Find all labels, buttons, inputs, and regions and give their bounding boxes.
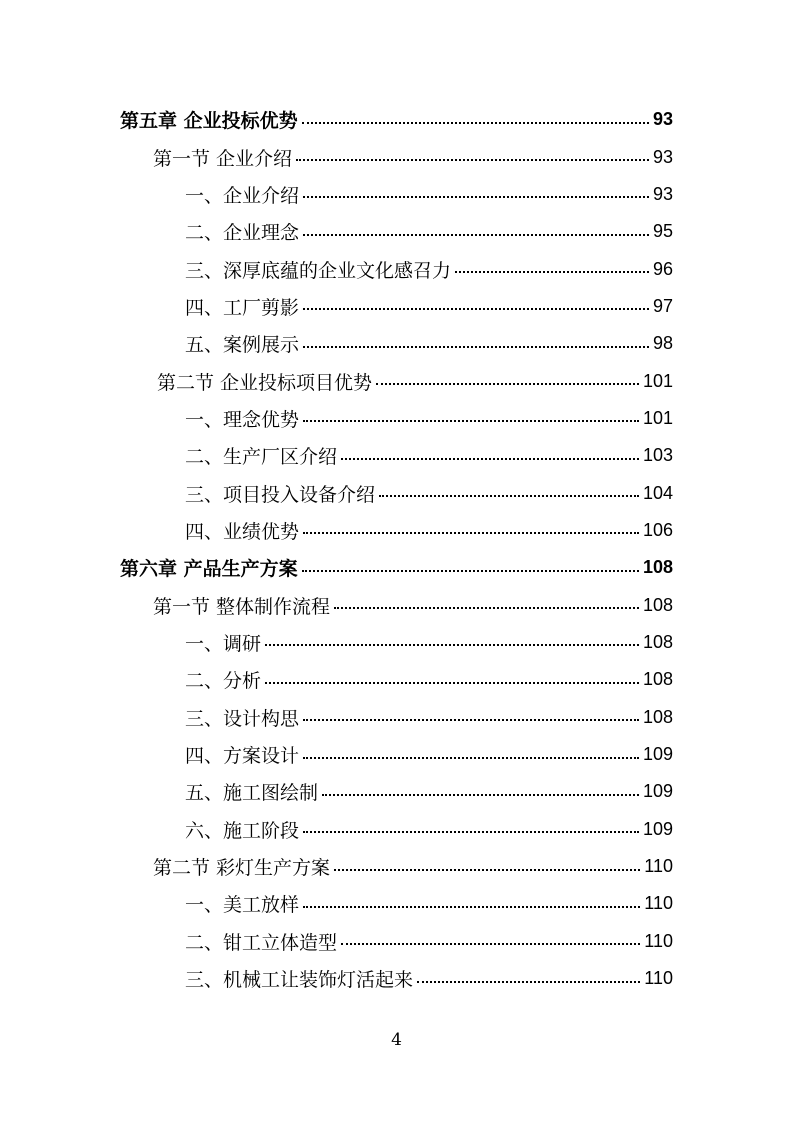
toc-entry-page: 108 [642,706,673,727]
toc-entry-section[interactable] [0,586,793,623]
dot-leader [265,682,639,684]
dot-leader [296,159,649,161]
toc-entry-page: 93 [652,146,673,167]
toc-entry-title: 第一节 整体制作流程 [153,592,332,619]
toc-entry-subsection[interactable] [0,736,793,773]
toc-entry-page: 93 [652,109,673,130]
dot-leader [376,383,639,385]
toc-entry-page: 95 [652,221,673,242]
page-number: 4 [391,1030,402,1050]
toc-entry-subsection[interactable] [0,474,793,511]
toc-entry-subsection[interactable] [0,176,793,213]
dot-leader [303,308,649,310]
toc-entry-page: 97 [652,295,673,316]
dot-leader [334,869,640,871]
toc-entry-subsection[interactable] [0,960,793,997]
dot-leader [334,607,639,609]
toc-entry-subsection[interactable] [0,288,793,325]
toc-entry-title: 四、业绩优势 [185,517,301,544]
toc-entry-title: 二、生产厂区介绍 [185,442,339,469]
toc-entry-subsection[interactable] [0,437,793,474]
toc-entry-title: 三、项目投入设备介绍 [185,480,377,507]
dot-leader [303,420,639,422]
toc-entry-page: 104 [642,482,673,503]
dot-leader [303,831,639,833]
dot-leader [302,122,649,124]
toc-entry-title: 四、方案设计 [185,741,301,768]
toc-entry-subsection[interactable] [0,811,793,848]
dot-leader [303,234,649,236]
toc-entry-subsection[interactable] [0,213,793,250]
toc-entry-title: 六、施工阶段 [185,816,301,843]
toc-entry-page: 98 [652,333,673,354]
toc-entry-page: 109 [642,744,673,765]
dot-leader [303,196,649,198]
toc-entry-title: 一、理念优势 [185,405,301,432]
toc-entry-title: 三、设计构思 [185,704,301,731]
dot-leader [455,271,649,273]
toc-entry-page: 96 [652,258,673,279]
toc-entry-page: 108 [642,669,673,690]
toc-entry-section[interactable] [0,362,793,399]
toc-entry-page: 110 [644,856,673,877]
dot-leader [303,906,640,908]
toc-entry-subsection[interactable] [0,250,793,287]
toc-entry-subsection[interactable] [0,773,793,810]
dot-leader [302,570,639,572]
toc-entry-title: 五、施工图绘制 [185,778,320,805]
toc-entry-page: 109 [642,781,673,802]
toc-entry-title: 二、分析 [185,666,263,693]
toc-entry-page: 101 [642,407,673,428]
toc-entry-page: 101 [642,370,673,391]
toc-entry-subsection[interactable] [0,400,793,437]
toc-entry-title: 一、美工放样 [185,890,301,917]
dot-leader [303,346,649,348]
toc-entry-title: 一、调研 [185,629,263,656]
toc-entry-subsection[interactable] [0,661,793,698]
toc-entry-page: 108 [642,594,673,615]
toc-entry-title: 一、企业介绍 [185,181,301,208]
toc-entry-subsection[interactable] [0,885,793,922]
toc-entry-page: 106 [642,519,673,540]
toc-entry-page: 103 [642,445,673,466]
toc-entry-title: 二、钳工立体造型 [185,928,339,955]
toc-entry-title: 第二节 企业投标项目优势 [157,368,374,395]
toc-entry-subsection[interactable] [0,512,793,549]
dot-leader [265,644,639,646]
dot-leader [379,495,639,497]
dot-leader [322,794,639,796]
toc-entry-page: 110 [644,968,673,989]
dot-leader [417,981,640,983]
toc-entry-title: 第二节 彩灯生产方案 [153,853,332,880]
toc-entry-page: 110 [644,930,673,951]
toc-entry-title: 三、深厚底蕴的企业文化感召力 [185,256,453,283]
dot-leader [303,532,639,534]
toc-entry-title: 第一节 企业介绍 [153,144,294,171]
toc-entry-title: 第六章 产品生产方案 [120,554,300,581]
dot-leader [341,943,640,945]
toc-entry-title: 三、机械工让装饰灯活起来 [185,965,415,992]
dot-leader [303,757,639,759]
toc-entry-title: 五、案例展示 [185,330,301,357]
toc-entry-title: 第五章 企业投标优势 [120,106,300,133]
dot-leader [303,719,639,721]
toc-entry-page: 108 [642,557,673,578]
toc-entry-title: 二、企业理念 [185,218,301,245]
toc-entry-chapter-6[interactable] [0,549,793,586]
toc-entry-title: 四、工厂剪影 [185,293,301,320]
toc-entry-subsection[interactable] [0,624,793,661]
toc-entry-page: 93 [652,183,673,204]
toc-entry-section[interactable] [0,138,793,175]
toc-entry-subsection[interactable] [0,699,793,736]
toc-entry-page: 110 [644,893,673,914]
toc-entry-section[interactable] [0,848,793,885]
toc-entry-subsection[interactable] [0,325,793,362]
dot-leader [341,458,639,460]
toc-entry-page: 108 [642,631,673,652]
toc-entry-subsection[interactable] [0,923,793,960]
toc-entry-chapter-5[interactable] [0,101,793,138]
toc-entry-page: 109 [642,818,673,839]
table-of-contents [0,101,793,997]
